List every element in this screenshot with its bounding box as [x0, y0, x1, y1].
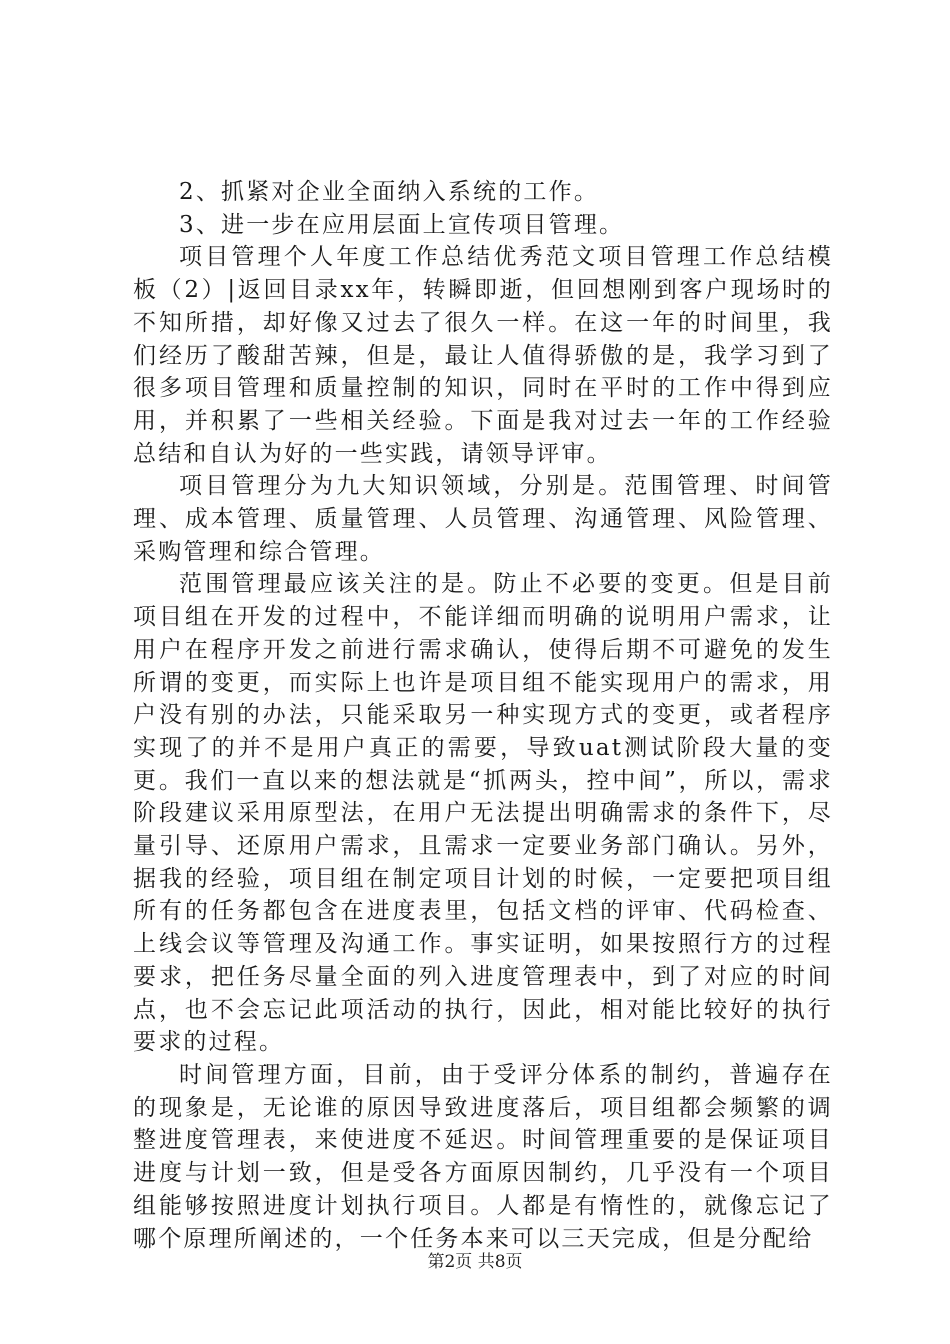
paragraph-item-3: 3、进一步在应用层面上宣传项目管理。	[179, 211, 625, 238]
paragraph-time-management: 时间管理方面，目前，由于受评分体系的制约，普遍存在的现象是，无论谁的原因导致进度落后，项目组都会频繁的调整进度管理表，来使进度不延迟。时间管理重要的是保证项目进度与计划一致，但是受各方面原因制约，几乎没有一个项目组能够按照进度计划执行项目。人都是有惰性的，就像忘记了哪个原理所阐述的，一个任务本来可以三天完成，但是分配给	[133, 1061, 833, 1252]
paragraph-knowledge-areas: 项目管理分为九大知识领域，分别是。范围管理、时间管理、成本管理、质量管理、人员管理、沟通管理、风险管理、采购管理和综合管理。	[133, 473, 833, 565]
page-number-footer: 第2页 共8页	[427, 1252, 523, 1272]
paragraph-summary-intro: 项目管理个人年度工作总结优秀范文项目管理工作总结模板（2）|返回目录xx年，转瞬即逝，但回想刚到客户现场时的不知所措，却好像又过去了很久一样。在这一年的时间里，我们经历了酸甜苦辣，但是，最让人值得骄傲的是，我学习到了很多项目管理和质量控制的知识，同时在平时的工作中得到应用，并积累了一些相关经验。下面是我对过去一年的工作经验总结和自认为好的一些实践，请领导评审。	[133, 244, 833, 467]
paragraph-scope-management: 范围管理最应该关注的是。防止不必要的变更。但是目前项目组在开发的过程中，不能详细而明确的说明用户需求，让用户在程序开发之前进行需求确认，使得后期不可避免的发生所谓的变更，而实际上也许是项目组不能实现用户的需求，用户没有别的办法，只能采取另一种实现方式的变更，或者程序实现了的并不是用户真正的需要，导致uat测试阶段大量的变更。我们一直以来的想法就是“抓两头，控中间”，所以，需求阶段建议采用原型法，在用户无法提出明确需求的条件下，尽量引导、还原用户需求，且需求一定要业务部门确认。另外，据我的经验，项目组在制定项目计划的时候，一定要把项目组所有的任务都包含在进度表里，包括文档的评审、代码检查、上线会议等管理及沟通工作。事实证明，如果按照行方的过程要求，把任务尽量全面的列入进度管理表中，到了对应的时间点，也不会忘记此项活动的执行，因此，相对能比较好的执行要求的过程。	[133, 571, 833, 1056]
document-body	[133, 176, 833, 1255]
paragraph-item-2: 2、抓紧对企业全面纳入系统的工作。	[179, 179, 600, 205]
